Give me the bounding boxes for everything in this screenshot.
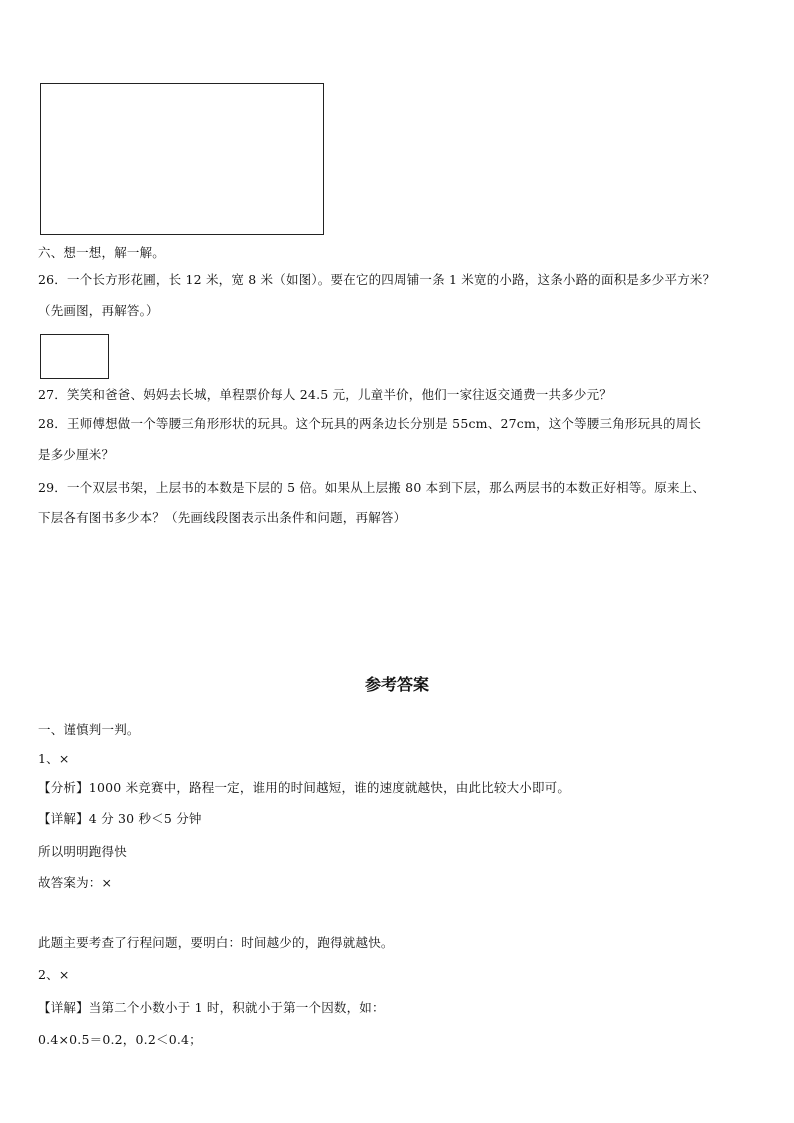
question-27: 27．笑笑和爸爸、妈妈去长城，单程票价每人 24.5 元，儿童半价，他们一家往返交通费一共多少元？ — [38, 387, 612, 402]
drawing-area-box — [40, 83, 324, 235]
answer-1-analysis: 【分析】1000 米竞赛中，路程一定，谁用的时间越短，谁的速度就越快，由此比较大小即可。 — [38, 780, 571, 795]
answer-2-detail: 【详解】当第二个小数小于 1 时，积就小于第一个因数，如： — [38, 1000, 385, 1015]
answer-2-example: 0.4×0.5＝0.2，0.2＜0.4； — [38, 1032, 202, 1047]
question-29-line1: 29．一个双层书架，上层书的本数是下层的 5 倍。如果从上层搬 80 本到下层，那么两层书的本数正好相等。原来上、 — [38, 480, 706, 495]
question-26-line1: 26．一个长方形花圃，长 12 米，宽 8 米（如图）。要在它的四周铺一条 1 米宽的小路，这条小路的面积是多少平方米？ — [38, 272, 716, 287]
answers-section1-heading: 一、谨慎判一判。 — [38, 722, 140, 737]
section6-heading: 六、想一想，解一解。 — [38, 245, 166, 260]
answer-2-label: 2、× — [38, 967, 70, 982]
rectangle-figure — [40, 334, 109, 379]
answer-1-label: 1、× — [38, 751, 70, 766]
question-26-line2: （先画图，再解答。） — [38, 303, 159, 318]
answer-1-result: 故答案为：× — [38, 875, 113, 890]
answer-1-detail: 【详解】4 分 30 秒＜5 分钟 — [38, 811, 202, 826]
answer-1-comment: 此题主要考查了行程问题，要明白：时间越少的，跑得就越快。 — [38, 935, 394, 950]
answer-1-reasoning: 所以明明跑得快 — [38, 844, 127, 859]
answers-title: 参考答案 — [364, 675, 429, 694]
question-28-line2: 是多少厘米？ — [38, 447, 115, 462]
question-29-line2: 下层各有图书多少本？（先画线段图表示出条件和问题，再解答） — [38, 510, 407, 525]
question-28-line1: 28．王师傅想做一个等腰三角形形状的玩具。这个玩具的两条边长分别是 55cm、27cm，这个等腰三角形玩具的周长 — [38, 416, 702, 431]
